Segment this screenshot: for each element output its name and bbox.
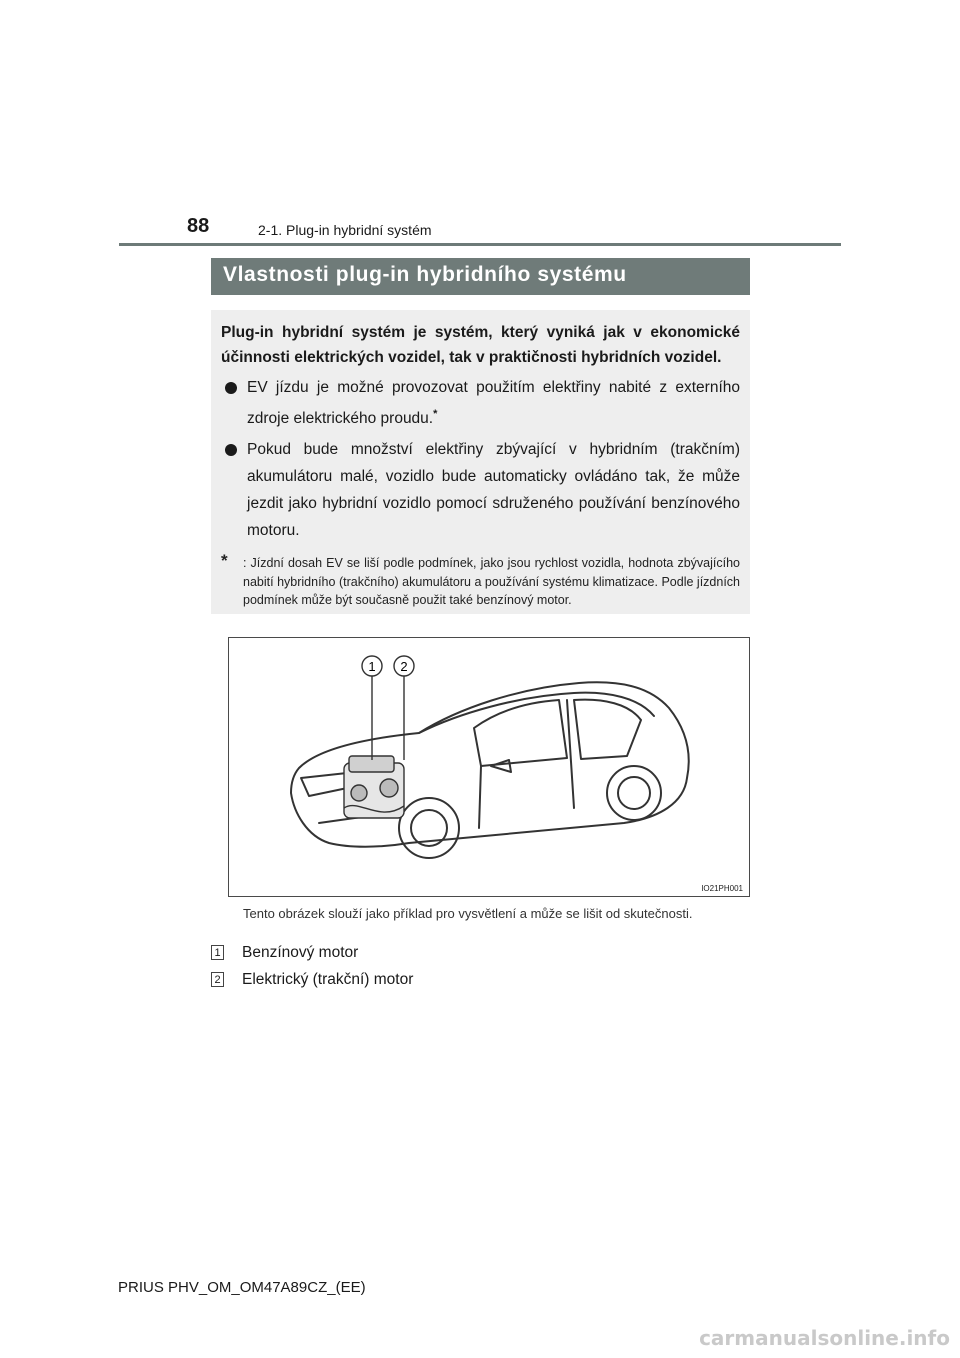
document-id: PRIUS PHV_OM_OM47A89CZ_(EE) — [118, 1279, 366, 1296]
car-illustration — [228, 637, 750, 897]
page-number: 88 — [187, 215, 210, 237]
legend-number: 1 — [211, 945, 224, 960]
footnote — [221, 551, 740, 610]
bullet-text: EV jízdu je možné provozovat použitím elektřiny nabité z externího zdroje elektrického proudu. — [247, 379, 740, 428]
callout-2: 2 — [400, 659, 408, 674]
watermark: carmanualsonline.info — [699, 1326, 950, 1350]
legend-number: 2 — [211, 972, 224, 987]
image-code: IO21PH001 — [701, 884, 743, 893]
section-title: Vlastnosti plug-in hybridního systému — [211, 258, 750, 295]
legend-item-motor — [211, 970, 413, 990]
bullet-dot-icon — [225, 444, 237, 456]
footnote-text: : Jízdní dosah EV se liší podle podmínek, jako jsou rychlost vozidla, hodnota zbývajícího nabití hybridního (trakčního) akumulátoru a používání systému klimatizace. Podle jízdních podmínek může být současně použit také benzínový motor. — [243, 556, 740, 608]
footnote-asterisk-icon: * — [221, 551, 228, 571]
legend-item-engine — [211, 943, 358, 963]
illustration-caption: Tento obrázek slouží jako příklad pro vysvětlení a může se lišit od skutečnosti. — [243, 906, 693, 921]
legend-label: Elektrický (trakční) motor — [242, 971, 414, 988]
bullet-text: Pokud bude množství elektřiny zbývající v hybridním (trakčním) akumulátoru malé, vozidlo bude automaticky ovládáno tak, že může jezdit jako hybridní vozidlo pomocí sdruženého používání benzínového motoru. — [247, 441, 740, 540]
legend-label: Benzínový motor — [242, 944, 359, 961]
bullet-item-hybrid — [221, 436, 740, 544]
car-drawing — [229, 638, 749, 896]
footnote-reference: * — [433, 408, 438, 420]
breadcrumb: 2-1. Plug-in hybridní systém — [258, 222, 432, 238]
callout-1: 1 — [368, 659, 376, 674]
bullet-item-ev — [221, 374, 740, 432]
intro-box — [211, 310, 750, 614]
bullet-dot-icon — [225, 382, 237, 394]
header-divider — [119, 243, 841, 246]
intro-lead: Plug-in hybridní systém je systém, který vyniká jak v ekonomické účinnosti elektrických vozidel, tak v praktičnosti hybridních vozidel. — [221, 324, 740, 366]
